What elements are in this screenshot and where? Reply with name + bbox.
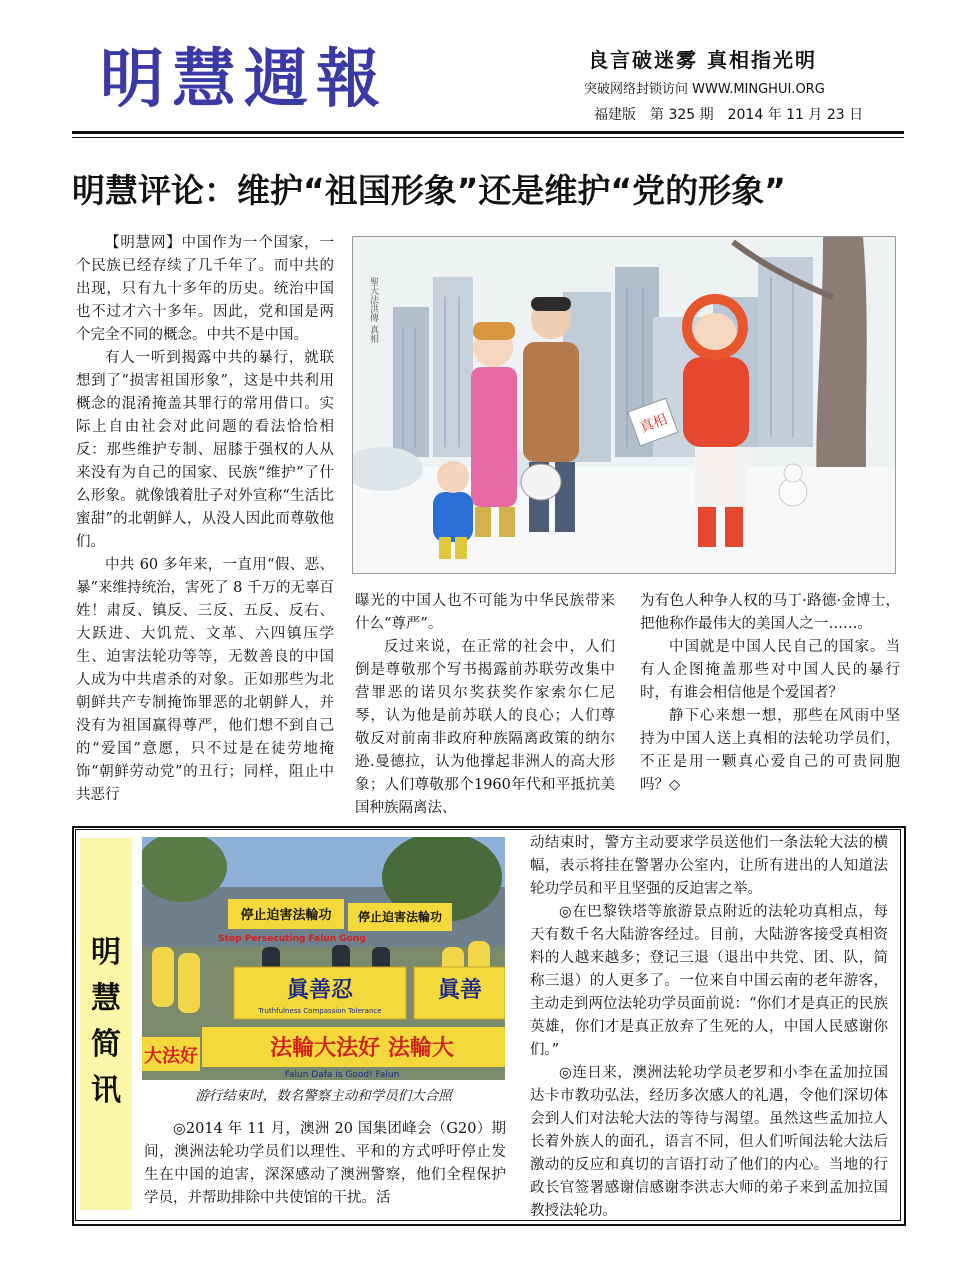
flyer-text: 真相 (637, 411, 670, 437)
article-column-1 (76, 232, 334, 807)
banner-text: Stop Persecuting Falun Gong (218, 934, 366, 944)
news-briefs-label (80, 838, 132, 1210)
label-char: 慧 (91, 981, 121, 1016)
banner-text: 大法好 (144, 1046, 198, 1067)
label-char: 明 (91, 935, 121, 970)
brief-paragraph: ◎连日来，澳洲法轮功学员老罗和小李在孟加拉国达卡市教功弘法，经历多次感人的礼遇，令他们深切体会到人们对法轮大法的等待与渴望。虽然这些孟加拉人长着外族人的面孔，语言不同，但人们听闻法轮大法后激动的反应和真切的言语打动了他们的内心。当地的行政长官签署感谢信感谢李洪志大师的弟子来到孟加拉国教授法轮功。 (530, 1065, 888, 1219)
masthead-subline: 突破网络封锁访问 WWW.MINGHUI.ORG (584, 82, 825, 97)
banner-text: 法輪大法好 法輪大 (270, 1036, 454, 1061)
brief-paragraph: 动结束时，警方主动要求学员送他们一条法轮大法的横幅，表示将挂在警署办公室内，让所有进出的人知道法轮功学员和平且坚强的反迫害之举。 (530, 835, 888, 897)
banner-text: Falun Dafa is Good! Falun (284, 1070, 400, 1080)
banner-text: Truthfulness Compassion Tolerance (258, 1007, 382, 1015)
masthead-rule-bottom (72, 137, 904, 138)
masthead-title: 明慧週報 (100, 43, 388, 117)
banner-text: 眞善 (437, 978, 483, 1003)
photo-caption: 游行结束时，数名警察主动和学员们大合照 (195, 1088, 452, 1104)
article-paragraph: 中国就是中国人民自己的国家。当有人企图掩盖那些对中国人民的暴行时，有谁会相信他是个爱国者？ (640, 639, 900, 701)
masthead-rule-top (72, 131, 904, 134)
issue-info: 福建版 第 325 期 2014 年 11 月 23 日 (594, 107, 864, 123)
label-char: 讯 (91, 1073, 121, 1108)
article-paragraph: 为有色人种争人权的马丁·路德·金博士，把他称作最伟大的美国人之一……。 (640, 593, 900, 632)
article-paragraph: 反过来说，在正常的社会中，人们倒是尊敬那个写书揭露前苏联劳改集中营罪恶的诺贝尔奖获奖作家索尔仁尼琴，认为他是前苏联人的良心；人们尊敬反对前南非政府种族隔离政策的纳尔逊.曼德拉，认为他撑起非洲人的高大形象；人们尊敬那个1960年代和平抵抗美国种族隔离法、 (355, 639, 615, 816)
brief-left-column (144, 1118, 506, 1210)
brief-paragraph: ◎在巴黎铁塔等旅游景点附近的法轮功真相点，每天有数千名大陆游客经过。目前，大陆游客接受真相资料的人越来越多；登记三退（退出中共党、团、队，简称三退）的人更多了。一位来自中国云南的老年游客，主动走到两位法轮功学员面前说：“你们才是真正的民族英雄，你们才是真正放弃了生死的人，中国人民感谢你们。” (530, 904, 888, 1058)
rally-photo (142, 837, 505, 1080)
banner-text: 眞善忍 (286, 978, 354, 1003)
article-column-3 (640, 590, 900, 797)
article-headline: 明慧评论：维护“祖国形象”还是维护“党的形象” (72, 171, 786, 210)
masthead-slogan: 良言破迷雾 真相指光明 (588, 48, 817, 72)
brief-paragraph: ◎2014 年 11 月，澳洲 20 国集团峰会（G20）期间，澳洲法轮功学员们以理性、平和的方式呼吁停止发生在中国的迫害，深深感动了澳洲警察，他们全程保护学员，并帮助排除中共使馆的干扰。活 (144, 1121, 506, 1206)
article-column-2 (355, 590, 615, 820)
painting-inscription: 聖大法洪傳 真相 (368, 277, 378, 343)
article-paragraph: 曝光的中国人也不可能为中华民族带来什么“尊严”。 (355, 593, 615, 632)
article-paragraph: 有人一听到揭露中共的暴行，就联想到了“损害祖国形象”，这是中共利用概念的混淆掩盖其罪行的常用借口。实际上自由社会对此问题的看法恰恰相反：那些维护专制、屈膝于强权的人从来没有为自己的国家、民族“维护”了什么形象。就像饿着肚子对外宣称“生活比蜜甜”的北朝鲜人，从没人因此而尊敬他们。 (76, 350, 334, 550)
article-painting (352, 236, 896, 574)
banner-text: 停止迫害法輪功 (240, 908, 332, 923)
article-paragraph: 【明慧网】中国作为一个国家，一个民族已经存续了几千年了。而中共的出现，只有九十多年的历史。统治中国也不过才六十多年。因此，党和国是两个完全不同的概念。中共不是中国。 (76, 235, 334, 343)
brief-right-column (530, 832, 888, 1223)
article-paragraph: 静下心来想一想，那些在风雨中坚持为中国人送上真相的法轮功学员们，不正是用一颗真心爱自己的可贵同胞吗？◇ (640, 708, 900, 793)
label-char: 简 (91, 1027, 121, 1062)
article-paragraph: 中共 60 多年来，一直用“假、恶、暴”来维持统治，害死了 8 千万的无辜百姓！肃反、镇反、三反、五反、反右、大跃进、大饥荒、文革、六四镇压学生、迫害法轮功等等，无数善良的中国人成为中共虐杀的对象。正如那些为北朝鲜共产专制掩饰罪恶的北朝鲜人，并没有为祖国赢得尊严，他们想不到自己的“爱国”意愿，只不过是在徒劳地掩饰“朝鲜劳动党”的丑行；同样，阻止中共恶行 (76, 557, 334, 803)
banner-text: 停止迫害法輪功 (357, 910, 443, 924)
